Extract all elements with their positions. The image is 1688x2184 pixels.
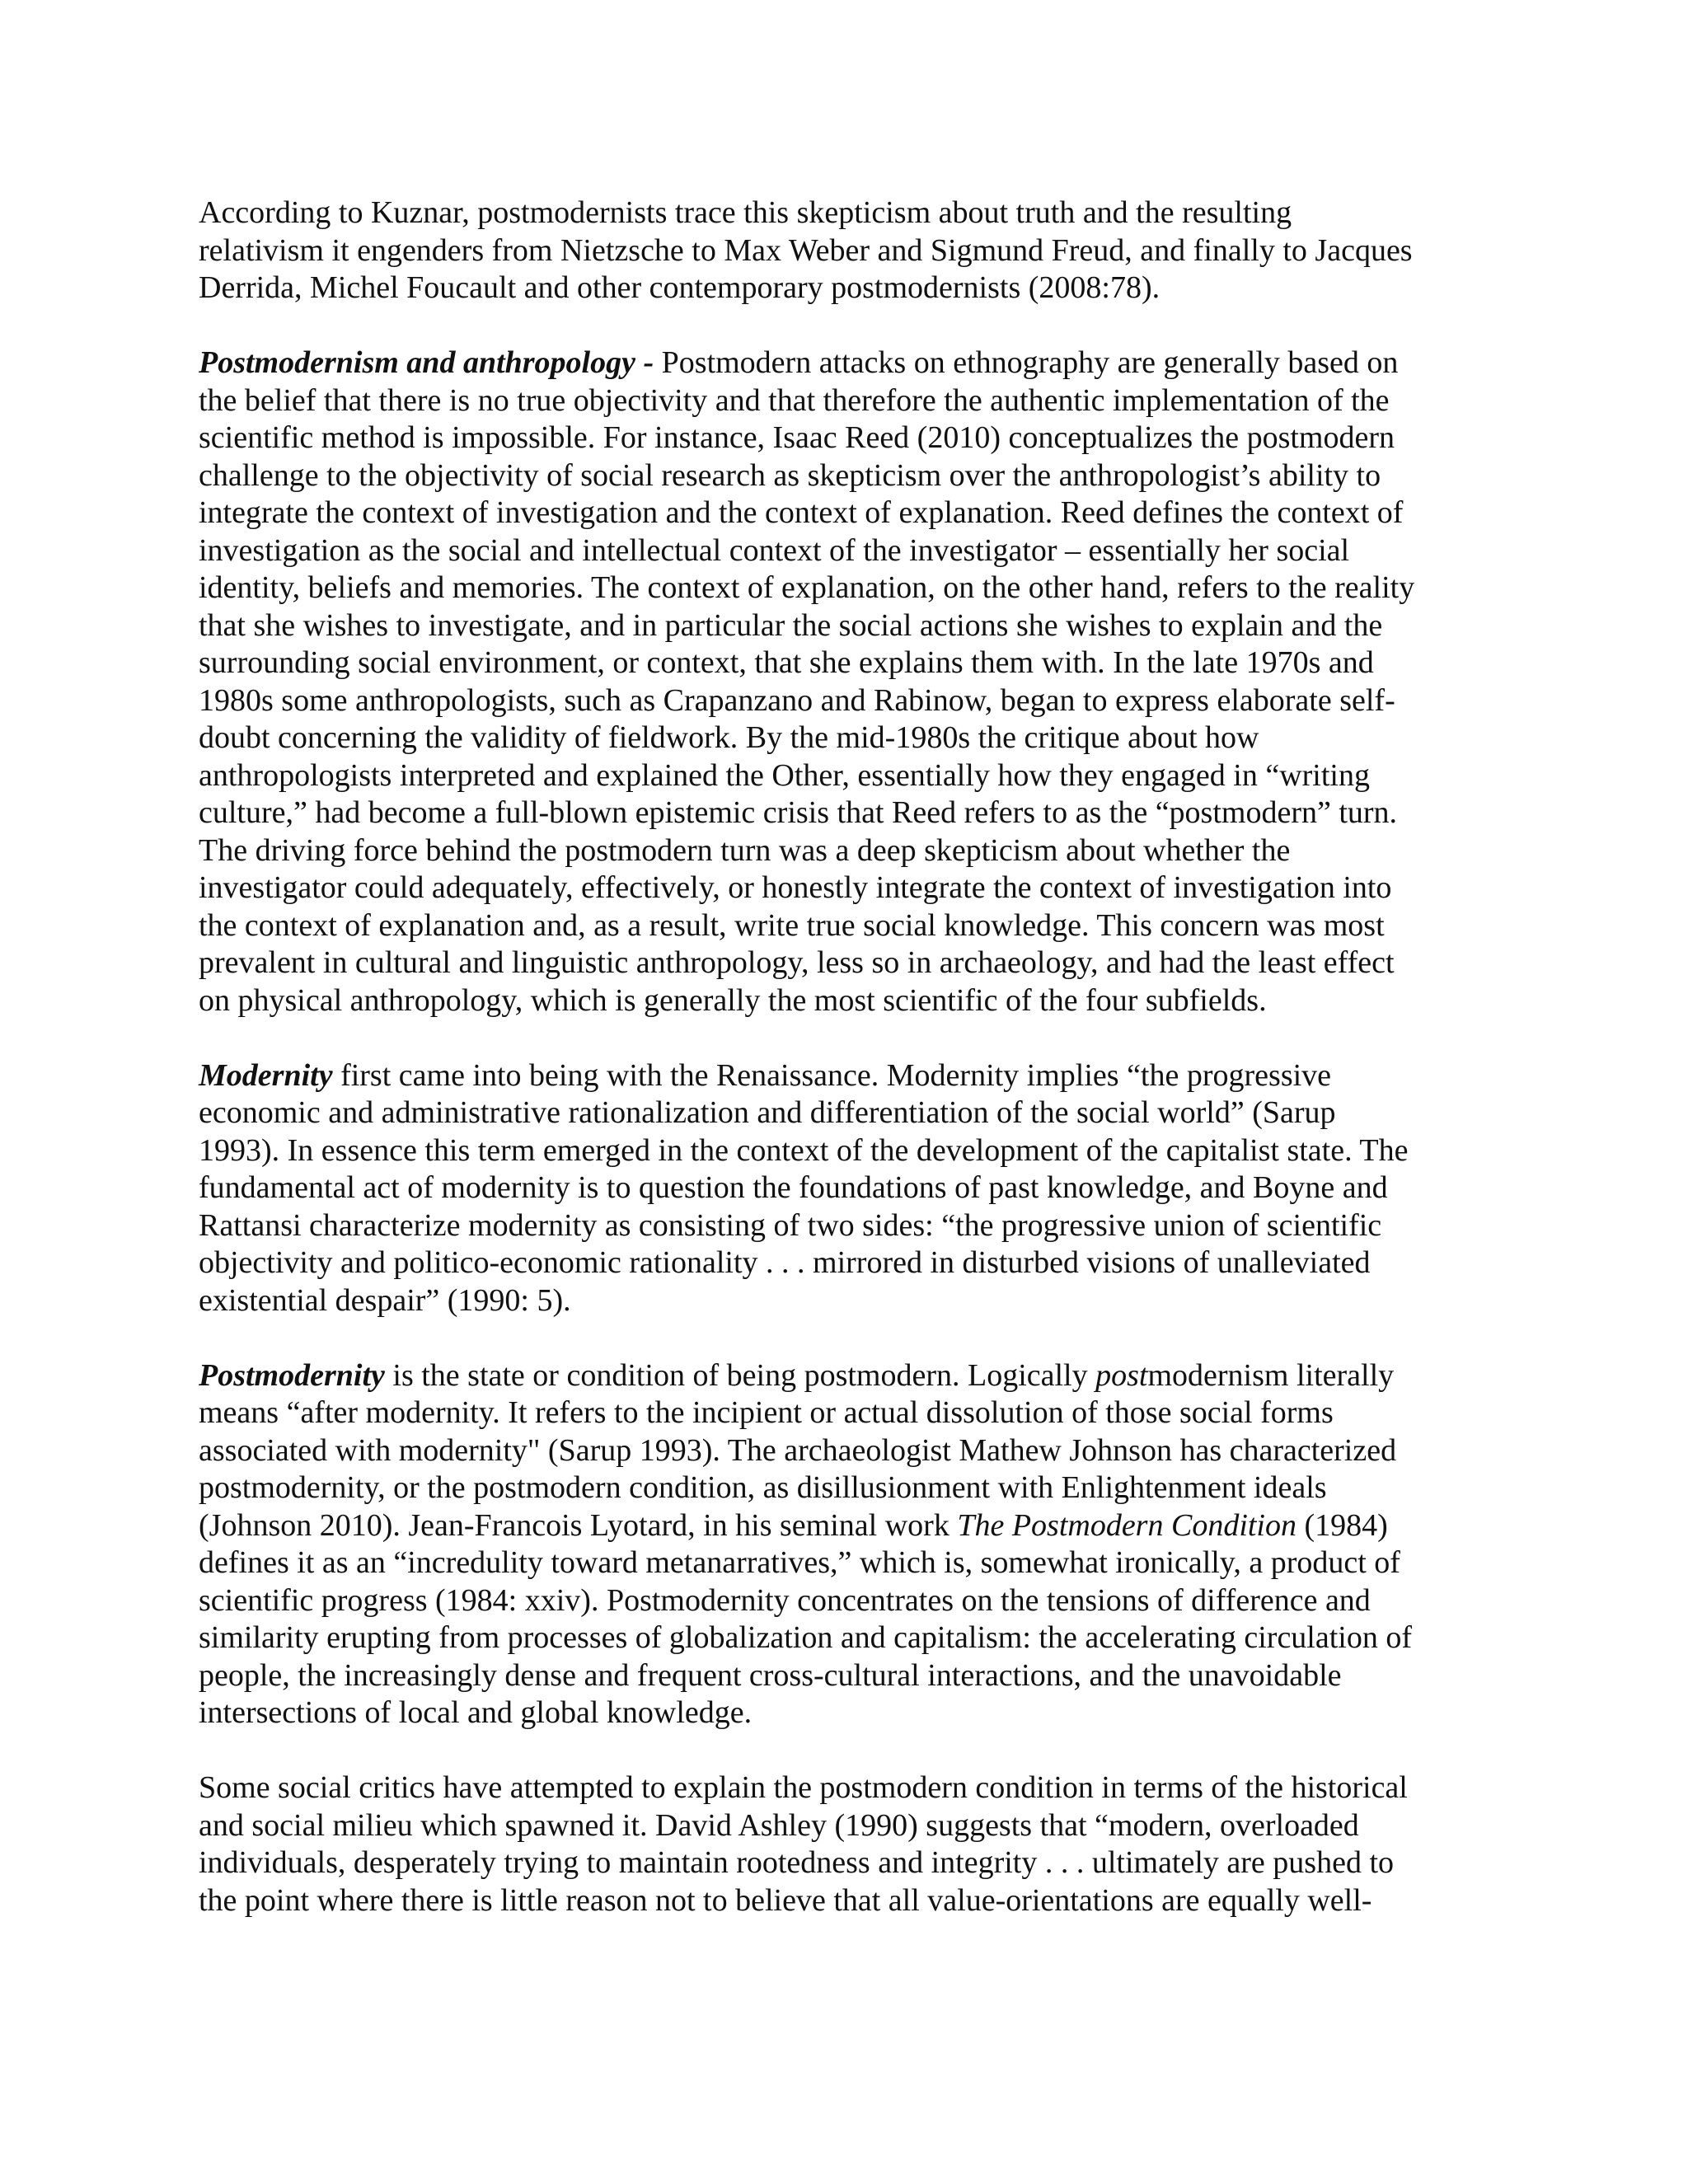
text-line	[199, 1057, 1501, 1095]
text-line: means “after modernity. It refers to the incipient or actual dissolution of those social forms	[199, 1395, 1334, 1430]
section-heading: Modernity	[199, 1057, 333, 1093]
text-run: first came into being with the Renaissance. Modernity implies “the progressive	[332, 1057, 1332, 1093]
text-line: associated with modernity" (Sarup 1993). The archaeologist Mathew Johnson has characterized	[199, 1432, 1397, 1468]
paragraph-postmodernity	[199, 1357, 1501, 1732]
text-line: relativism it engenders from Nietzsche to Max Weber and Sigmund Freud, and finally to Jacques	[199, 232, 1413, 268]
text-line: postmodernity, or the postmodern condition, as disillusionment with Enlightenment ideals	[199, 1470, 1327, 1505]
text-line: surrounding social environment, or context, that she explains them with. In the late 1970s and	[199, 645, 1374, 680]
text-line: existential despair” (1990: 5).	[199, 1282, 571, 1318]
text-run: (Johnson 2010). Jean-Francois Lyotard, in his seminal work	[199, 1507, 958, 1543]
text-line	[199, 1507, 1501, 1545]
text-line: the context of explanation and, as a result, write true social knowledge. This concern was most	[199, 907, 1385, 943]
text-line: 1980s some anthropologists, such as Crapanzano and Rabinow, began to express elaborate self-	[199, 682, 1395, 718]
text-line: and social milieu which spawned it. David Ashley (1990) suggests that “modern, overloaded	[199, 1807, 1359, 1843]
text-line: challenge to the objectivity of social research as skepticism over the anthropologist’s ability to	[199, 457, 1381, 493]
text-line: investigation as the social and intellectual context of the investigator – essentially her social	[199, 532, 1350, 568]
text-line	[199, 344, 1501, 382]
text-line: on physical anthropology, which is generally the most scientific of the four subfields.	[199, 982, 1267, 1018]
text-line: culture,” had become a full-blown epistemic crisis that Reed refers to as the “postmodern” turn.	[199, 795, 1398, 830]
text-run: (1984)	[1296, 1507, 1388, 1543]
section-heading: Postmodernism and anthropology -	[199, 345, 654, 380]
text-line: investigator could adequately, effectively, or honestly integrate the context of investigation into	[199, 870, 1392, 905]
text-line: Rattansi characterize modernity as consisting of two sides: “the progressive union of scientific	[199, 1207, 1382, 1243]
text-line: The driving force behind the postmodern turn was a deep skepticism about whether the	[199, 832, 1291, 868]
text-line: identity, beliefs and memories. The context of explanation, on the other hand, refers to the reality	[199, 570, 1415, 605]
text-line: that she wishes to investigate, and in particular the social actions she wishes to explain and the	[199, 607, 1383, 643]
text-line: the point where there is little reason not to believe that all value-orientations are equally well-	[199, 1882, 1372, 1918]
section-heading: Postmodernity	[199, 1357, 385, 1393]
text-line: anthropologists interpreted and explained the Other, essentially how they engaged in “writing	[199, 757, 1370, 793]
text-line	[199, 1357, 1501, 1395]
text-line: fundamental act of modernity is to question the foundations of past knowledge, and Boyne and	[199, 1170, 1388, 1205]
text-line: individuals, desperately trying to maintain rootedness and integrity . . . ultimately are pushed to	[199, 1845, 1395, 1880]
text-line: scientific method is impossible. For instance, Isaac Reed (2010) conceptualizes the postmodern	[199, 420, 1395, 455]
italic-prefix: post	[1095, 1357, 1148, 1393]
text-line: prevalent in cultural and linguistic anthropology, less so in archaeology, and had the least effect	[199, 945, 1395, 980]
text-line: Some social critics have attempted to explain the postmodern condition in terms of the historical	[199, 1770, 1408, 1805]
text-line: Derrida, Michel Foucault and other contemporary postmodernists (2008:78).	[199, 270, 1160, 305]
text-line: objectivity and politico-economic rationality . . . mirrored in disturbed visions of unalleviated	[199, 1245, 1371, 1280]
text-line: similarity erupting from processes of globalization and capitalism: the accelerating circulation of	[199, 1620, 1412, 1655]
text-line: economic and administrative rationalization and differentiation of the social world” (Sarup	[199, 1095, 1336, 1130]
text-line: According to Kuznar, postmodernists trace this skepticism about truth and the resulting	[199, 195, 1292, 230]
text-line: 1993). In essence this term emerged in the context of the development of the capitalist state. The	[199, 1132, 1409, 1168]
paragraph-social-critics	[199, 1769, 1501, 1919]
text-line: scientific progress (1984: xxiv). Postmodernity concentrates on the tensions of difference and	[199, 1582, 1371, 1618]
paragraph-modernity	[199, 1057, 1501, 1320]
text-line: integrate the context of investigation and the context of explanation. Reed defines the context of	[199, 495, 1404, 530]
text-run: Postmodern attacks on ethnography are generally based on	[654, 345, 1399, 380]
text-line: defines it as an “incredulity toward metanarratives,” which is, somewhat ironically, a product of	[199, 1545, 1400, 1580]
text-run: modernism literally	[1147, 1357, 1395, 1393]
paragraph-kuznar	[199, 194, 1501, 307]
body-text	[199, 194, 1501, 1957]
text-run: is the state or condition of being postmodern. Logically	[384, 1357, 1096, 1393]
text-line: people, the increasingly dense and frequent cross-cultural interactions, and the unavoidable	[199, 1657, 1342, 1693]
paragraph-postmodernism-and-anthropology	[199, 344, 1501, 1019]
text-line: the belief that there is no true objectivity and that therefore the authentic implementation of the	[199, 382, 1390, 418]
book-title: The Postmodern Condition	[957, 1507, 1296, 1543]
text-line: intersections of local and global knowledge.	[199, 1695, 753, 1730]
text-line: doubt concerning the validity of fieldwork. By the mid-1980s the critique about how	[199, 720, 1259, 755]
